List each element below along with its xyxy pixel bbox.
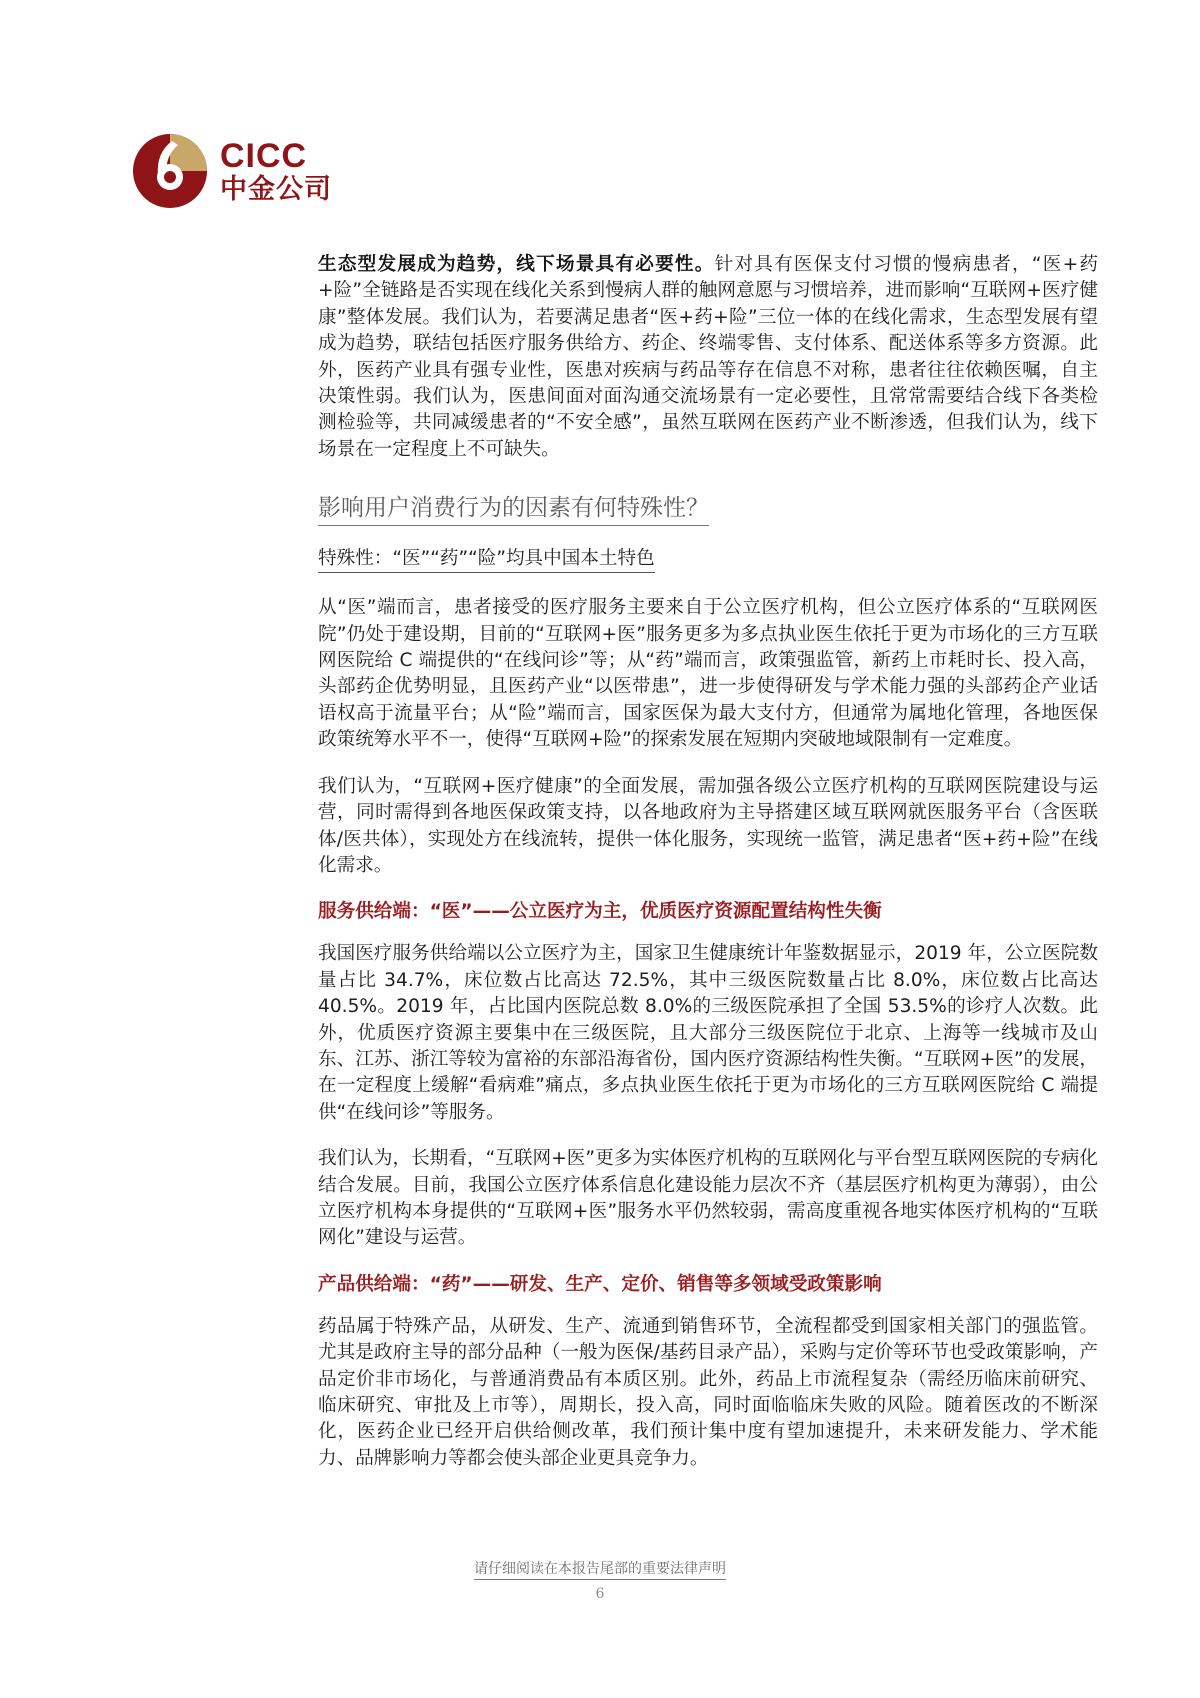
legal-disclaimer-link: 请仔细阅读在本报告尾部的重要法律声明 — [474, 1558, 726, 1580]
report-body — [318, 252, 1098, 1472]
paragraph-drug-products: 药品属于特殊产品，从研发、生产、流通到销售环节，全流程都受到国家相关部门的强监管。尤其是政府主导的部分品种（一般为医保/基药目录产品），采购与定价等环节也受政策影响，产品定价非市场化，与普通消费品有本质区别。此外，药品上市流程复杂（需经历临床前研究、临床研究、审批及上市等），周期长，投入高，同时面临临床失败的风险。随着医改的不断深化，医药企业已经开启供给侧改革，我们预计集中度有望加速提升，未来研发能力、学术能力、品牌影响力等都会使头部企业更具竞争力。 — [318, 1315, 1098, 1469]
heading-service-supply: 服务供给端：“医”——公立医疗为主，优质医疗资源配置结构性失衡 — [318, 901, 882, 923]
cicc-logo-icon — [132, 133, 208, 209]
intro-paragraph — [318, 252, 1098, 463]
paragraph-yi-yao-xian: 从“医”端而言，患者接受的医疗服务主要来自于公立医疗机构，但公立医疗体系的“互联网医院”仍处于建设期，目前的“互联网+医”服务更多为多点执业医生依托于更为市场化的三方互联网医院给 C 端提供的“在线问诊”等；从“药”端而言，政策强监管，新药上市耗时长、投入高，头部药企优势明显，且医药产业“以医带患”，进一步使得研发与学术能力强的头部药企产业话语权高于流量平台；从“险”端而言，国家医保为最大支付方，但通常为属地化管理，各地医保政策统筹水平不一，使得“互联网+险”的探索发展在短期内突破地域限制有一定难度。 — [318, 597, 1098, 751]
logo-chinese-text: 中金公司 — [220, 174, 332, 205]
cicc-logo — [132, 133, 332, 209]
page-number: 6 — [595, 1586, 605, 1602]
section-title-wrap — [318, 469, 1098, 526]
intro-text: 针对具有医保支付习惯的慢病患者，“医+药+险”全链路是否实现在线化关系到慢病人群的触网意愿与习惯培养，进而影响“互联网+医疗健康”整体发展。我们认为，若要满足患者“医+药+险”三位一体的在线化需求，生态型发展有望成为趋势，联结包括医疗服务供给方、药企、终端零售、支付体系、配送体系等多方资源。此外，医药产业具有强专业性，医患对疾病与药品等存在信息不对称，患者往往依赖医嘱，自主决策性弱。我们认为，医患间面对面沟通交流场景有一定必要性，且常常需要结合线下各类检测检验等，共同减缓患者的“不安全感”，虽然互联网在医药产业不断渗透，但我们认为，线下场景在一定程度上不可缺失。 — [318, 254, 1098, 460]
paragraph-public-medical: 我国医疗服务供给端以公立医疗为主，国家卫生健康统计年鉴数据显示，2019 年，公立医院数量占比 34.7%，床位数占比高达 72.5%，其中三级医院数量占比 8.0%，床位数占比高达 40.5%。2019 年，占比国内医院总数 8.0%的三级医院承担了全国 53.5%的诊疗人次数。此外，优质医疗资源主要集中在三级医院，且大部分三级医院位于北京、上海等一线城市及山东、江苏、浙江等较为富裕的东部沿海省份，国内医疗资源结构性失衡。“互联网+医”的发展，在一定程度上缓解“看病难”痛点，多点执业医生依托于更为市场化的三方互联网医院给 C 端提供“在线问诊”等服务。 — [318, 943, 1098, 1123]
intro-bold-lead: 生态型发展成为趋势，线下场景具有必要性。 — [318, 254, 715, 275]
section-title: 影响用户消费行为的因素有何特殊性？ — [318, 489, 709, 526]
sub-title-wrap — [318, 526, 1098, 595]
page-footer — [0, 1558, 1200, 1602]
logo-english-text: CICC — [220, 137, 308, 175]
heading-product-supply: 产品供给端：“药”——研发、生产、定价、销售等多领域受政策影响 — [318, 1273, 882, 1295]
paragraph-long-term-view: 我们认为，长期看，“互联网+医”更多为实体医疗机构的互联网化与平台型互联网医院的专病化结合发展。目前，我国公立医疗体系信息化建设能力层次不齐（基层医疗机构更为薄弱），由公立医疗机构本身提供的“互联网+医”服务水平仍然较弱，需高度重视各地实体医疗机构的“互联网化”建设与运营。 — [318, 1148, 1098, 1249]
section-subtitle: 特殊性：“医”“药”“险”均具中国本土特色 — [318, 544, 655, 573]
paragraph-internet-healthcare: 我们认为，“互联网+医疗健康”的全面发展，需加强各级公立医疗机构的互联网医院建设与运营，同时需得到各地医保政策支持，以各地政府为主导搭建区域互联网就医服务平台（含医联体/医共体），实现处方在线流转，提供一体化服务，实现统一监管，满足患者“医+药+险”在线化需求。 — [318, 775, 1098, 876]
